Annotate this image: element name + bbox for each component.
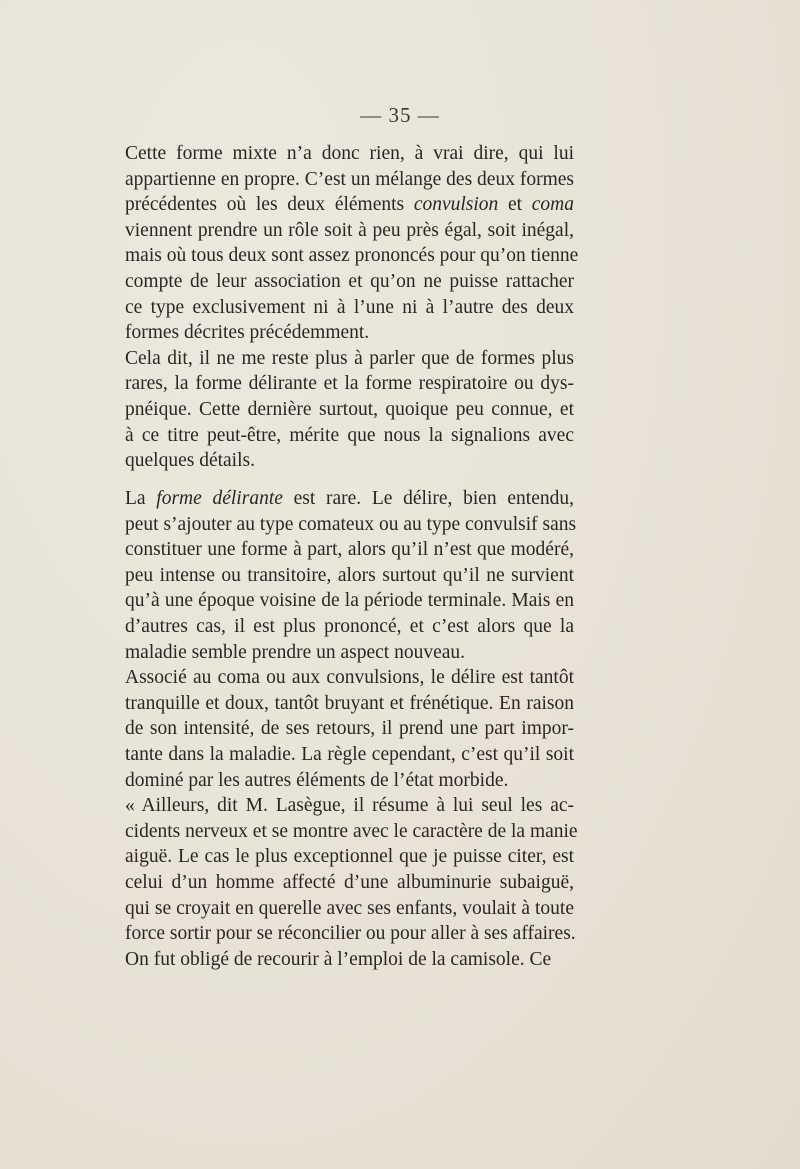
text-line: peut s’ajouter au type comateux ou au type convulsif sans <box>125 513 577 535</box>
text-line: peu intense ou transitoire, alors surtout qu’il ne survient <box>125 564 574 586</box>
text-line: On fut obligé de recourir à l’emploi de la camisole. Ce <box>125 948 552 970</box>
text-block-lower <box>104 486 578 972</box>
text-line: force sortir pour se réconcilier ou pour aller à ses affaires. <box>125 923 576 945</box>
text-line: à ce titre peut-être, mérite que nous la signalions avec <box>125 424 574 446</box>
italic-term: forme délirante <box>156 488 283 509</box>
paragraph <box>104 346 574 474</box>
text-line: rares, la forme délirante et la forme respiratoire ou dys- <box>125 373 574 395</box>
text-line: tante dans la maladie. La règle cependant, c’est qu’il soit <box>125 743 574 765</box>
text-line: ce type exclusivement ni à l’une ni à l’autre des deux <box>125 296 574 318</box>
page-number: — 35 — <box>360 103 440 127</box>
text-line: d’autres cas, il est plus prononcé, et c’est alors que la <box>125 615 574 637</box>
text-line: La forme délirante est rare. Le délire, bien entendu, <box>125 488 574 509</box>
text-line: formes décrites précédemment. <box>125 322 370 344</box>
text-line: quelques détails. <box>125 450 255 472</box>
text-line: compte de leur association et qu’on ne puisse rattacher <box>125 270 574 292</box>
text-line: celui d’un homme affecté d’une albuminurie subaiguë, <box>125 871 574 893</box>
text-line: maladie semble prendre un aspect nouveau. <box>125 641 466 663</box>
text-line: cidents nerveux et se montre avec le caractère de la manie <box>125 820 578 842</box>
text-line: Cela dit, il ne me reste plus à parler que de formes plus <box>125 347 574 369</box>
text-line: qu’à une époque voisine de la période terminale. Mais en <box>125 590 574 612</box>
text-line: mais où tous deux sont assez prononcés pour qu’on tienne <box>125 245 579 267</box>
text-line: dominé par les autres éléments de l’état morbide. <box>125 769 509 791</box>
paragraph <box>104 665 574 793</box>
text-line: tranquille et doux, tantôt bruyant et frénétique. En raison <box>125 692 574 714</box>
text-line: viennent prendre un rôle soit à peu près égal, soit inégal, <box>125 219 574 241</box>
italic-term: convulsion <box>413 194 499 216</box>
text-line: précédentes où les deux éléments convulsion et coma <box>125 194 575 216</box>
italic-term: coma <box>531 194 575 216</box>
paragraph <box>104 793 578 972</box>
text-line: qui se croyait en querelle avec ses enfants, voulait à toute <box>125 897 574 919</box>
text-line: appartienne en propre. C’est un mélange des deux formes <box>125 168 574 190</box>
text-line: aiguë. Le cas le plus exceptionnel que je puisse citer, est <box>125 846 574 868</box>
paragraph <box>104 486 577 665</box>
text-line: de son intensité, de ses retours, il prend une part impor- <box>125 718 574 740</box>
text-line: Cette forme mixte n’a donc rien, à vrai dire, qui lui <box>125 143 574 164</box>
text-block-upper <box>104 141 579 474</box>
text-line: pnéique. Cette dernière surtout, quoique peu connue, et <box>125 398 574 420</box>
text-line: constituer une forme à part, alors qu’il n’est que modéré, <box>125 539 574 561</box>
paragraph <box>104 141 579 346</box>
text-line: « Ailleurs, dit M. Lasègue, il résume à lui seul les ac- <box>125 795 574 817</box>
text-line: Associé au coma ou aux convulsions, le délire est tantôt <box>125 667 574 689</box>
